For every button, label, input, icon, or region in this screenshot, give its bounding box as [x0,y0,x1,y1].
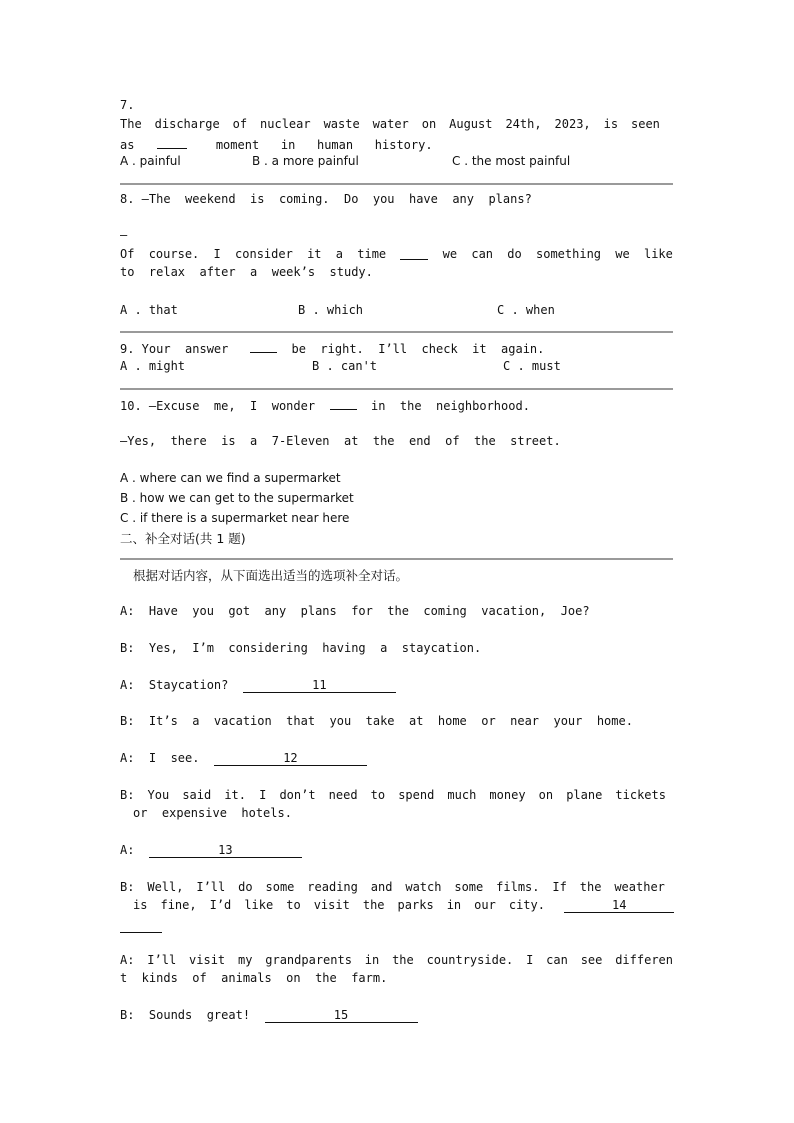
word: to [370,788,386,802]
word: 2023, [554,117,591,131]
word: we [615,247,630,261]
word: Well, [147,880,184,894]
word: in [364,953,380,967]
dialogue-line-7 [120,843,302,858]
word: I’ll [147,953,177,967]
dialogue-pre: B: Sounds great! [120,1008,251,1022]
word: consider [235,247,293,261]
q7-option-c[interactable]: C . the most painful [452,154,571,168]
q8-option-a[interactable]: A . that [120,303,178,317]
word: nuclear [260,117,311,131]
q10-line1 [120,397,530,413]
word: You [147,788,170,802]
word: do [238,880,253,894]
word: some [454,880,484,894]
word: Of [120,247,135,261]
dialogue-line-10 [120,1008,418,1023]
word: discharge [154,117,220,131]
word: some [265,880,295,894]
q9-option-b[interactable]: B . can't [312,359,378,373]
q10-line2: —Yes, there is a 7-Eleven at the end of the street. [120,434,561,448]
word: see [580,953,603,967]
word: is [133,898,148,912]
section-instruction: 根据对话内容，从下面选出适当的选项补全对话。 [133,568,409,583]
q7-stem-line2 [120,136,433,152]
q9-option-c[interactable]: C . must [503,359,561,373]
q9-post: be right. I’ll check it again. [291,342,545,356]
word: and [370,880,393,894]
word: August [449,117,493,131]
q9-pre: 9. Your answer [120,342,229,356]
word: the [579,880,602,894]
q10-option-b[interactable]: B . how we can get to the supermarket [120,491,354,505]
word: can [471,247,494,261]
q8-dash: — [120,228,128,242]
q9-option-a[interactable]: A . might [120,359,186,373]
q7-blank[interactable] [157,136,187,149]
word: a [335,247,343,261]
word: plane [566,788,603,802]
q8-line3 [120,247,673,261]
q9-blank[interactable] [250,340,277,353]
q9-line1 [120,340,544,356]
word: I’d [209,898,232,912]
blank-14[interactable]: 14 [564,898,674,913]
q8-line4: to relax after a week’s study. [120,265,373,279]
section-heading: 二、补全对话(共 1 题) [120,531,246,546]
q8-option-c[interactable]: C . when [497,303,555,317]
dialogue-text [133,898,545,912]
word: time [357,247,387,261]
word: grandparents [265,953,352,967]
word: need [328,788,358,802]
word: reading [307,880,358,894]
word: A: [120,953,135,967]
word: it [307,247,322,261]
dialogue-line-1: A: Have you got any plans for the coming vacation, Joe? [120,604,590,618]
q7-stem-post: moment in human history. [194,138,433,152]
word: like [643,247,673,261]
blank-13[interactable]: 13 [149,843,302,858]
blank-15[interactable]: 15 [265,1008,418,1023]
word: money [489,788,526,802]
word: it. [224,788,247,802]
word: much [447,788,477,802]
word: the [362,898,385,912]
word: films. [496,880,540,894]
word: course. [148,247,200,261]
q7-stem-pre: as [120,138,135,152]
divider [120,388,673,390]
dialogue-line-3 [120,678,396,693]
word: do [507,247,522,261]
word: of [232,117,248,131]
q8-option-b[interactable]: B . which [298,303,364,317]
word: tickets [615,788,666,802]
dialogue-line-6b: or expensive hotels. [133,806,292,820]
word: fine, [160,898,197,912]
dialogue-pre: A: [120,843,135,857]
q7-number: 7. [120,98,135,112]
dialogue-line-9a [120,953,673,967]
word: like [244,898,274,912]
word: waste [323,117,360,131]
dialogue-line-9b: t kinds of animals on the farm. [120,971,388,985]
word: 24th, [505,117,542,131]
blank-14-continuation [120,920,162,936]
word: B: [120,788,135,802]
dialogue-pre: A: I see. [120,751,200,765]
dialogue-line-8b [133,898,674,913]
q7-option-b[interactable]: B . a more painful [252,154,359,168]
word: on [538,788,554,802]
word: The [120,117,142,131]
q10-pre: 10. —Excuse me, I wonder [120,399,316,413]
word: the [392,953,414,967]
word: I’ll [196,880,226,894]
q8-blank[interactable] [400,247,428,260]
q7-option-a[interactable]: A . painful [120,154,181,168]
word: parks [397,898,434,912]
word: city. [508,898,545,912]
word: our [474,898,496,912]
word: If [552,880,567,894]
word: to [286,898,301,912]
divider [120,183,673,185]
q10-option-a[interactable]: A . where can we find a supermarket [120,471,341,485]
dialogue-line-5 [120,751,367,766]
blank-14-tail [120,920,162,933]
word: can [546,953,568,967]
q10-blank[interactable] [330,397,357,410]
word: visit [313,898,350,912]
word: watch [405,880,442,894]
word: I [526,953,534,967]
word: spend [398,788,435,802]
word: water [372,117,409,131]
word: B: [120,880,135,894]
blank-11[interactable]: 11 [243,678,396,693]
word: don’t [279,788,316,802]
word: said [182,788,212,802]
dialogue-line-6a [120,788,666,802]
word: on [421,117,437,131]
dialogue-pre: A: Staycation? [120,678,229,692]
word: seen [631,117,660,131]
q10-option-c[interactable]: C . if there is a supermarket near here [120,511,350,525]
blank-12[interactable]: 12 [214,751,367,766]
divider [120,331,673,333]
q8-line1: 8. —The weekend is coming. Do you have any plans? [120,192,532,206]
word: we [442,247,458,261]
word: countryside. [426,953,514,967]
word: I [213,247,221,261]
q7-stem-line1 [120,117,660,131]
word: I [259,788,267,802]
dialogue-line-2: B: Yes, I’m considering having a staycation. [120,641,482,655]
word: differen [615,953,673,967]
q10-post: in the neighborhood. [370,399,530,413]
divider [120,558,673,560]
word: visit [189,953,226,967]
word: something [536,247,602,261]
dialogue-line-8a [120,880,665,894]
word: in [446,898,462,912]
word: my [237,953,253,967]
dialogue-line-4: B: It’s a vacation that you take at home or near your home. [120,714,633,728]
word: is [603,117,619,131]
word: weather [614,880,665,894]
